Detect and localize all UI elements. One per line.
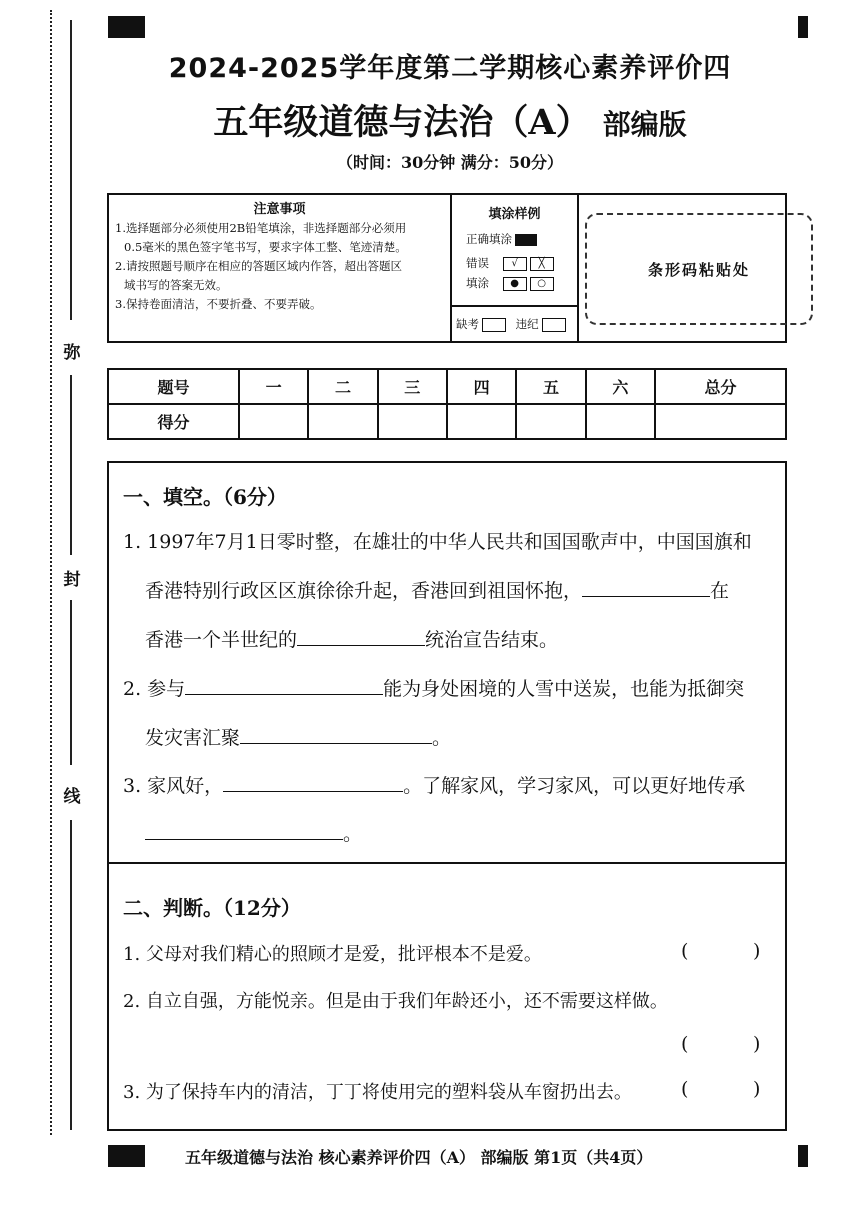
q1-text-c: 香港一个半世纪的 <box>145 629 298 651</box>
correct-fill-row <box>466 231 537 247</box>
judge-q1: 1. 父母对我们精心的照顾才是爱，批评根本不是爱。 <box>123 944 542 965</box>
q3-line2 <box>145 819 362 846</box>
binding-char-feng: 封 <box>62 565 82 590</box>
notice-item: 2.请按照题号顺序在相应的答题区域内作答，超出答题区 <box>115 259 402 273</box>
score-cell[interactable] <box>447 404 516 439</box>
registration-mark-top-right <box>798 16 808 38</box>
notice-item: 3.保持卷面清洁，不要折叠、不要弄破。 <box>115 297 322 311</box>
fill-example-divider <box>452 305 577 307</box>
wrong-fill-label-2: 填涂 <box>466 276 489 290</box>
cross-mark-icon: ╳ <box>530 257 554 271</box>
q1-blank-2[interactable] <box>297 627 425 646</box>
binding-char-xian: 线 <box>62 782 82 807</box>
fill-example-heading: 填涂样例 <box>488 207 541 222</box>
score-header-cell: 四 <box>447 369 516 404</box>
notice-section <box>109 195 452 341</box>
absent-label: 缺考 <box>456 317 479 331</box>
q3-text-b: 。了解家风，学习家风，可以更好地传承 <box>403 775 746 797</box>
filled-box-icon <box>515 234 537 246</box>
score-header-cell: 题号 <box>108 369 239 404</box>
binding-line-segment <box>70 600 72 765</box>
q2-text-b: 能为身处困境的人雪中送炭，也能为抵御突 <box>383 678 745 700</box>
binding-line-segment <box>70 375 72 555</box>
subject-title-text: 五年级道德与法治（A） <box>213 102 591 143</box>
registration-mark-top-left <box>108 16 145 38</box>
score-table-row <box>108 404 786 439</box>
score-cell[interactable] <box>586 404 655 439</box>
q2-line2 <box>145 723 451 750</box>
barcode-label: 条形码粘贴处 <box>647 261 750 279</box>
q2-blank-2[interactable] <box>240 725 432 744</box>
q1-text-b: 在 <box>710 580 730 602</box>
score-cell[interactable] <box>239 404 308 439</box>
score-cell[interactable] <box>308 404 377 439</box>
q3-blank-2[interactable] <box>145 821 343 840</box>
section-2-title: 二、判断。（12分） <box>123 896 301 920</box>
score-table <box>107 368 787 440</box>
violation-checkbox[interactable] <box>542 318 566 332</box>
check-mark-icon: √ <box>503 257 527 271</box>
section-1-title: 一、填空。（6分） <box>123 485 287 509</box>
judge-q2: 2. 自立自强，方能悦亲。但是由于我们年龄还小，还不需要这样做。 <box>123 991 668 1012</box>
judge-q3: 3. 为了保持车内的清洁，丁丁将使用完的塑料袋从车窗扔出去。 <box>123 1082 632 1103</box>
score-header-cell: 三 <box>378 369 447 404</box>
exam-subject-title <box>100 95 800 145</box>
q2-text-a: 2. 参与 <box>123 678 186 700</box>
q1-text-a: 香港特别行政区区旗徐徐升起，香港回到祖国怀抱， <box>145 580 583 602</box>
q1-blank-1[interactable] <box>582 578 710 597</box>
exam-term-title: 2024-2025学年度第二学期核心素养评价四 <box>168 53 732 84</box>
score-header-cell: 六 <box>586 369 655 404</box>
binding-line-segment <box>70 20 72 320</box>
page-footer: 五年级道德与法治 核心素养评价四（A） 部编版 第1页（共4页） <box>185 1148 653 1167</box>
score-row-label: 得分 <box>108 404 239 439</box>
q1-line2 <box>145 576 729 603</box>
correct-fill-label: 正确填涂 <box>466 232 512 246</box>
notice-item: 1.选择题部分必须使用2B铅笔填涂，非选择题部分必须用 <box>115 221 407 235</box>
time-and-score-info: （时间：30分钟 满分：50分） <box>336 153 564 172</box>
score-header-cell: 一 <box>239 369 308 404</box>
q1-line1: 1. 1997年7月1日零时整，在雄壮的中华人民共和国国歌声中，中国国旗和 <box>123 531 752 553</box>
registration-mark-bottom-left <box>108 1145 145 1167</box>
question-box <box>107 461 787 1131</box>
q2-line1 <box>123 674 744 701</box>
binding-line-segment <box>70 820 72 1130</box>
score-header-cell: 五 <box>516 369 585 404</box>
q3-text-c: 。 <box>343 823 363 845</box>
edition-label: 部编版 <box>602 108 687 141</box>
q2-text-d: 。 <box>432 727 452 749</box>
score-header-cell: 总分 <box>655 369 786 404</box>
registration-mark-bottom-right <box>798 1145 808 1167</box>
q2-text-c: 发灾害汇聚 <box>145 727 241 749</box>
q2-blank-1[interactable] <box>185 676 383 695</box>
q1-line3 <box>145 625 558 652</box>
notice-heading: 注意事项 <box>253 202 306 217</box>
q3-blank-1[interactable] <box>223 773 403 792</box>
score-cell[interactable] <box>655 404 786 439</box>
q1-text-d: 统治宣告结束。 <box>425 629 559 651</box>
absent-violation-row <box>456 316 566 332</box>
score-cell[interactable] <box>516 404 585 439</box>
barcode-area <box>585 213 813 325</box>
violation-label: 违纪 <box>515 317 539 331</box>
notice-item: 0.5毫米的黑色签字笔书写，要求字体工整、笔迹清楚。 <box>124 240 407 254</box>
dot-mark-icon: ● <box>503 277 527 291</box>
wrong-fill-label: 错误 <box>466 256 489 270</box>
wrong-fill-row-1 <box>466 255 554 271</box>
score-header-cell: 二 <box>308 369 377 404</box>
judge-q2-paren-close: ) <box>753 1033 761 1055</box>
binding-char-mi: 弥 <box>62 338 82 363</box>
q3-text-a: 3. 家风好， <box>123 775 224 797</box>
judge-q1-paren-open: ( <box>681 940 689 962</box>
binding-dotted-line <box>50 10 52 1135</box>
wrong-fill-row-2 <box>466 275 554 291</box>
judge-q2-paren-open: ( <box>681 1033 689 1055</box>
judge-q3-paren-close: ) <box>753 1078 761 1100</box>
q3-line1 <box>123 771 745 798</box>
section-divider <box>109 862 785 864</box>
absent-checkbox[interactable] <box>482 318 506 332</box>
notice-item: 域书写的答案无效。 <box>124 278 228 292</box>
judge-q3-paren-open: ( <box>681 1078 689 1100</box>
score-cell[interactable] <box>378 404 447 439</box>
notice-box <box>107 193 787 343</box>
fill-example-section <box>452 195 579 341</box>
score-table-header-row <box>108 369 786 404</box>
judge-q1-paren-close: ) <box>753 940 761 962</box>
circle-mark-icon: ○ <box>530 277 554 291</box>
